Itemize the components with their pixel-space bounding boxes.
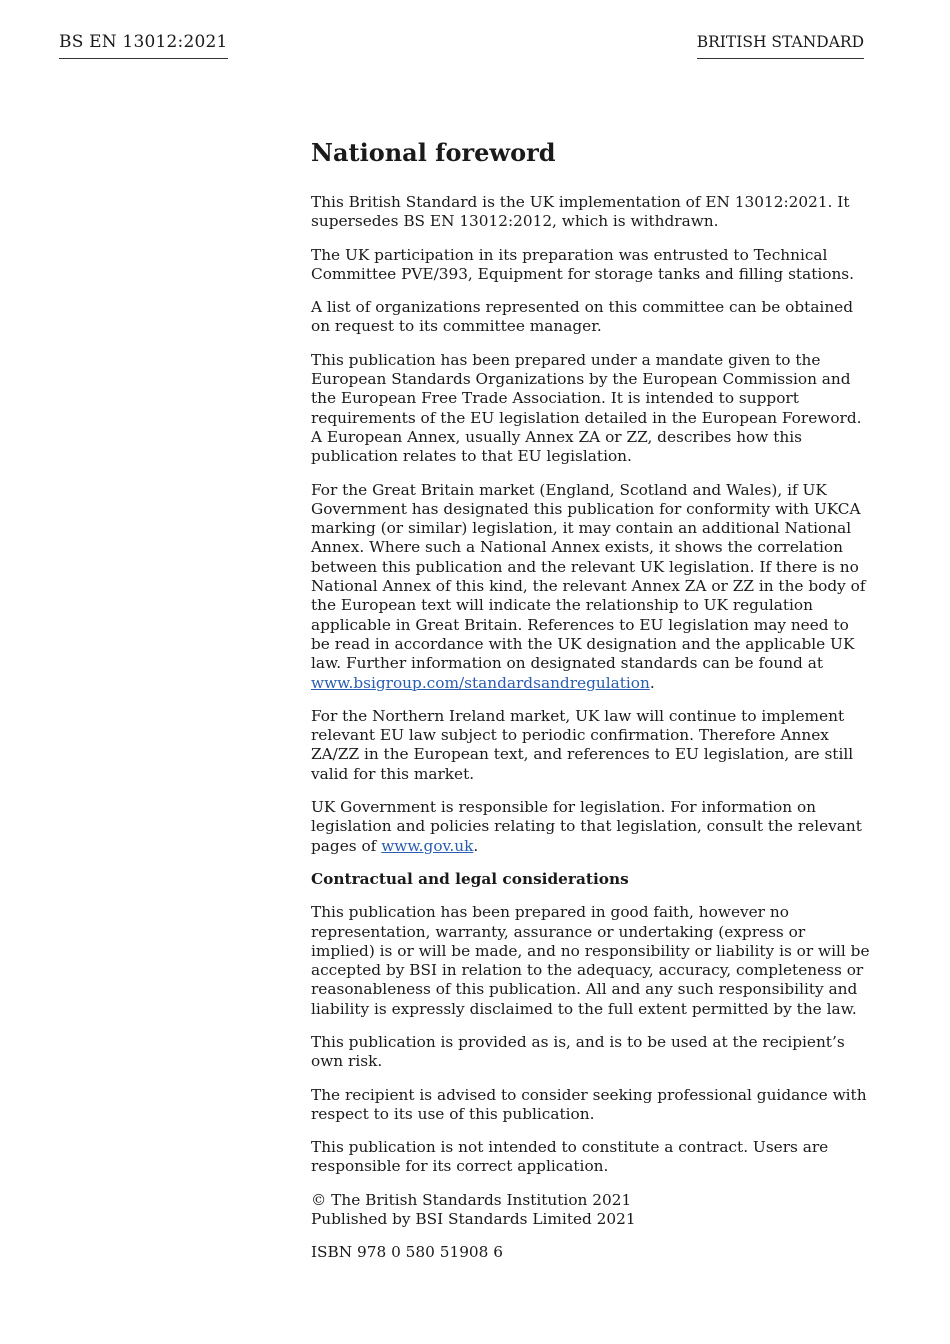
standard-label: BRITISH STANDARD — [697, 31, 864, 59]
isbn-line: ISBN 978 0 580 51908 6 — [311, 1243, 503, 1262]
paragraph-guidance: The recipient is advised to consider seeking professional guidance with respect to its use of this publication. — [311, 1085, 867, 1123]
document-id: BS EN 13012:2021 — [59, 31, 228, 59]
paragraph-great-britain — [311, 481, 871, 693]
paragraph-implementation: This British Standard is the UK implementation of EN 13012:2021. It supersedes BS EN 13012:2012, which is withdrawn. — [311, 193, 850, 231]
imprint-block — [311, 1191, 871, 1230]
govuk-link[interactable]: www.gov.uk — [381, 836, 474, 855]
paragraph-uk-government — [311, 798, 871, 856]
paragraph-northern-ireland: For the Northern Ireland market, UK law will continue to implement relevant EU law subject to periodic confirmation. Therefore Annex ZA/ZZ in the European text, and references to EU legislation, are still valid for this market. — [311, 706, 854, 783]
bsigroup-link[interactable]: www.bsigroup.com/standardsandregulation — [311, 673, 650, 692]
paragraph-uk-government-end: . — [473, 836, 479, 855]
paragraph-great-britain-end: . — [649, 673, 655, 692]
paragraph-committee: The UK participation in its preparation was entrusted to Technical Committee PVE/393, Equipment for storage tanks and filling stations. — [311, 245, 855, 283]
foreword-body — [311, 137, 871, 1277]
copyright-line: © The British Standards Institution 2021 — [311, 1190, 632, 1209]
contractual-heading: Contractual and legal considerations — [311, 869, 629, 888]
paragraph-good-faith: This publication has been prepared in good faith, however no representation, warranty, assurance or undertaking (express or implied) is or will be made, and no responsibility or liability is or will be accepted by BSI in relation to the adequacy, accuracy, completeness or reasonableness of this publication. All and any such responsibility and liability is expressly disclaimed to the full extent permitted by the law. — [311, 903, 870, 1018]
paragraph-organizations: A list of organizations represented on this committee can be obtained on request to its committee manager. — [311, 298, 854, 336]
published-line: Published by BSI Standards Limited 2021 — [311, 1210, 636, 1229]
paragraph-not-contract: This publication is not intended to constitute a contract. Users are responsible for its correct application. — [311, 1138, 829, 1176]
page-title: National foreword — [311, 138, 556, 167]
paragraph-as-is: This publication is provided as is, and is to be used at the recipient’s own risk. — [311, 1032, 845, 1071]
paragraph-mandate: This publication has been prepared under a mandate given to the European Standards Organizations by the European Commission and the European Free Trade Association. It is intended to support requirements of the EU legislation detailed in the European Foreword. A European Annex, usually Annex ZA or ZZ, describes how this publication relates to that EU legislation. — [311, 350, 862, 466]
paragraph-great-britain-text: For the Great Britain market (England, Scotland and Wales), if UK Government has designated this publication for conformity with UKCA marking (or similar) legislation, it may contain an additional National Annex. Where such a National Annex exists, it shows the correlation between this publication and the relevant UK legislation. If there is no National Annex of this kind, the relevant Annex ZA or ZZ in the body of the European text will indicate the relationship to UK regulation applicable in Great Britain. References to EU legislation may need to be read in accordance with the UK designation and the applicable UK law. Further information on designated standards can be found at — [311, 480, 866, 673]
paragraph-uk-government-text: UK Government is responsible for legislation. For information on legislation and policies relating to that legislation, consult the relevant pages of — [311, 798, 862, 855]
